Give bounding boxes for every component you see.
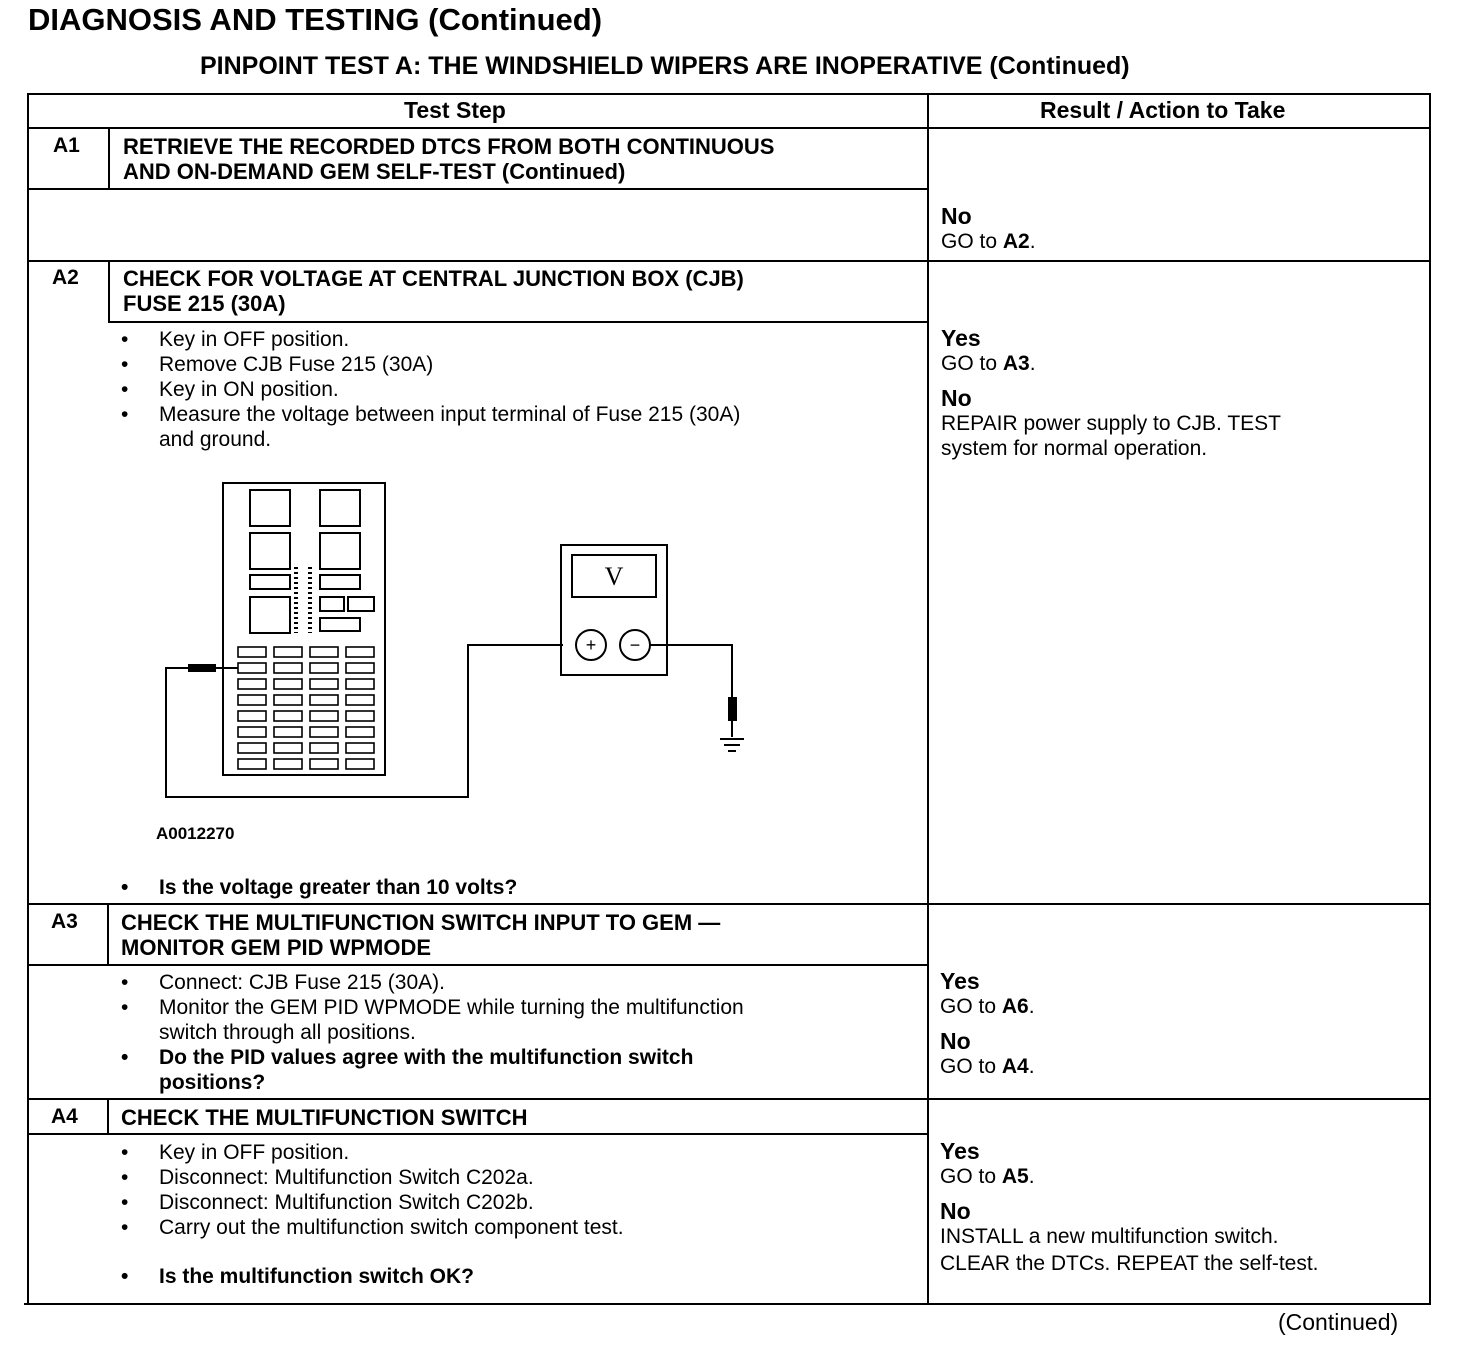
page-subtitle: PINPOINT TEST A: THE WINDSHIELD WIPERS ARE INOPERATIVE (Continued) xyxy=(200,52,1130,80)
table-border-right xyxy=(1429,93,1431,1305)
step-id-a1: A1 xyxy=(53,134,80,157)
list-item: • Key in ON position. xyxy=(121,377,740,402)
result-yes-action: GO to A3. xyxy=(941,352,1036,375)
result-yes-action: GO to A5. xyxy=(940,1165,1035,1188)
result-no-label: No xyxy=(940,1198,971,1224)
a1-id-divider xyxy=(108,128,110,189)
ground-icon xyxy=(720,739,744,751)
list-item-continuation: and ground. xyxy=(159,428,272,451)
step-id-a3: A3 xyxy=(51,910,78,933)
column-header-result: Result / Action to Take xyxy=(1040,97,1286,123)
result-yes-label: Yes xyxy=(941,325,981,351)
a4-id-divider xyxy=(107,1099,109,1134)
step-id-a4: A4 xyxy=(51,1105,78,1128)
probe-tip xyxy=(188,664,216,672)
a2-title-divider xyxy=(108,321,928,323)
list-item: • Carry out the multifunction switch component test. xyxy=(121,1215,624,1240)
step-question-a2: • Is the voltage greater than 10 volts? xyxy=(121,875,517,900)
table-border-bottom xyxy=(24,1303,1431,1305)
test-lead-negative xyxy=(650,645,732,700)
list-item-question: • Do the PID values agree with the multifunction switch positions? xyxy=(121,1045,744,1095)
result-a3 xyxy=(940,969,1035,1079)
a1-title-divider xyxy=(27,188,928,190)
list-item: • Disconnect: Multifunction Switch C202a. xyxy=(121,1165,624,1190)
step-question-a4: • Is the multifunction switch OK? xyxy=(121,1264,474,1289)
table-border-left xyxy=(27,93,29,1305)
row-divider-a4 xyxy=(27,1098,1431,1100)
list-item: • Disconnect: Multifunction Switch C202b. xyxy=(121,1190,624,1215)
column-header-test-step: Test Step xyxy=(404,97,506,123)
step-id-a2: A2 xyxy=(52,266,79,289)
result-no-label: No xyxy=(941,203,972,229)
a4-title-divider xyxy=(27,1133,928,1135)
result-yes-label: Yes xyxy=(940,968,980,994)
list-item: • Key in OFF position. xyxy=(121,1140,624,1165)
list-item: • Remove CJB Fuse 215 (30A) xyxy=(121,352,740,377)
continued-note: (Continued) xyxy=(1278,1309,1399,1335)
table-column-divider xyxy=(927,93,929,1305)
result-no-action: GO to A2. xyxy=(941,230,1036,253)
step-list-a2 xyxy=(121,327,740,452)
row-divider-a3 xyxy=(27,903,1431,905)
list-item: • Measure the voltage between input terminal of Fuse 215 (30A) xyxy=(121,402,740,427)
result-a2 xyxy=(941,326,1281,461)
figure-id: A0012270 xyxy=(156,824,235,843)
row-divider-a2 xyxy=(27,260,1431,262)
result-no-action: GO to A4. xyxy=(940,1055,1035,1078)
a2-id-divider xyxy=(108,261,110,322)
list-item: • Monitor the GEM PID WPMODE while turning the multifunction xyxy=(121,995,744,1020)
a3-id-divider xyxy=(107,904,109,965)
a3-title-divider xyxy=(27,964,928,966)
list-item: • Key in OFF position. xyxy=(121,327,740,352)
result-no-label: No xyxy=(940,1028,971,1054)
result-yes-label: Yes xyxy=(940,1138,980,1164)
page-title: DIAGNOSIS AND TESTING (Continued) xyxy=(28,2,603,37)
cjb-voltmeter-diagram xyxy=(150,475,770,815)
step-title-a2: CHECK FOR VOLTAGE AT CENTRAL JUNCTION BOX (CJB) FUSE 215 (30A) xyxy=(123,266,744,316)
result-no-label: No xyxy=(941,385,972,411)
step-title-a3: CHECK THE MULTIFUNCTION SWITCH INPUT TO GEM — MONITOR GEM PID WPMODE xyxy=(121,910,721,960)
result-a1 xyxy=(941,204,1036,254)
step-list-a3 xyxy=(121,970,744,1095)
result-no-action: REPAIR power supply to CJB. TEST system for normal operation. xyxy=(941,412,1282,460)
svg-text:−: − xyxy=(629,635,641,655)
step-list-a4 xyxy=(121,1140,624,1240)
table-header-divider xyxy=(27,127,1431,129)
list-item: • Connect: CJB Fuse 215 (30A). xyxy=(121,970,744,995)
result-no-action: INSTALL a new multifunction switch. CLEAR the DTCs. REPEAT the self-test. xyxy=(940,1225,1319,1275)
step-title-a1: RETRIEVE THE RECORDED DTCS FROM BOTH CONTINUOUS AND ON-DEMAND GEM SELF-TEST (Continued) xyxy=(123,134,775,184)
list-item-continuation: switch through all positions. xyxy=(159,1021,416,1044)
fuse-grid xyxy=(238,647,374,769)
svg-text:+: + xyxy=(585,635,597,655)
voltmeter-label: V xyxy=(604,562,624,591)
step-title-a4: CHECK THE MULTIFUNCTION SWITCH xyxy=(121,1105,528,1130)
result-a4 xyxy=(940,1139,1319,1276)
table-border-top xyxy=(27,93,1431,95)
result-yes-action: GO to A6. xyxy=(940,995,1035,1018)
